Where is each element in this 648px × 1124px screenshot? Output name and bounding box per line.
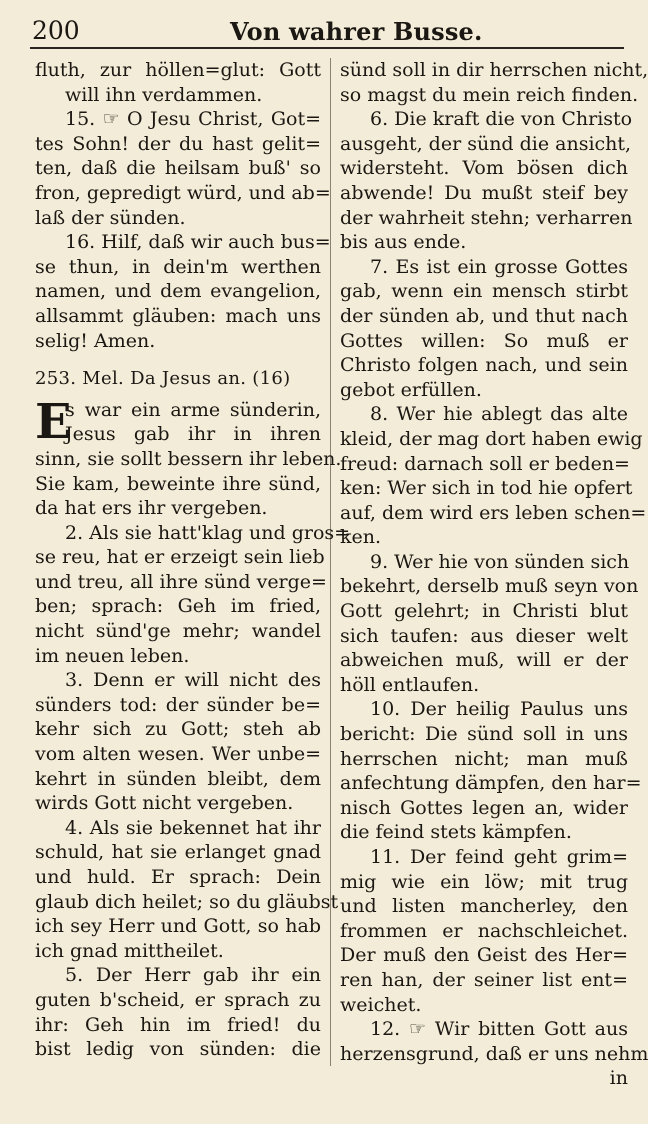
text-line: namen, und dem evangelion, xyxy=(35,280,321,303)
text-line: 10. Der heilig Paulus uns xyxy=(370,698,628,721)
text-line: s war ein arme sünderin, xyxy=(65,398,321,421)
text-line: und huld. Er sprach: Dein xyxy=(35,866,321,888)
right-column xyxy=(340,58,648,1091)
text-line: 11. Der feind geht grim= xyxy=(370,846,628,868)
text-line: die feind stets kämpfen. xyxy=(340,821,572,844)
text-line: ich sey Herr und Gott, so hab xyxy=(35,915,321,938)
text-line: fluth, zur höllen=glut: Gott xyxy=(35,59,321,81)
column-divider xyxy=(330,58,331,1066)
running-head: Von wahrer Busse. xyxy=(230,17,483,46)
text-line: Jesus gab ihr in ihren xyxy=(65,423,321,446)
text-line: 12. ☞ Wir bitten Gott aus xyxy=(370,1018,628,1041)
text-line: ihr: Geh hin im fried! du xyxy=(35,1013,321,1036)
text-line: bekehrt, derselb muß seyn von xyxy=(340,575,639,598)
text-line: mig wie ein löw; mit trug xyxy=(340,870,628,893)
text-line: ausgeht, der sünd die ansicht, xyxy=(340,132,632,155)
text-line: bericht: Die sünd soll in uns xyxy=(340,723,628,746)
text-line: ken: Wer sich in tod hie opfert xyxy=(340,477,633,500)
text-line: kehr sich zu Gott; steh ab xyxy=(35,718,321,741)
text-line: da hat ers ihr vergeben. xyxy=(35,497,268,520)
text-line: se thun, in dein'm werthen xyxy=(35,255,321,278)
text-line: 16. Hilf, daß wir auch bus= xyxy=(65,231,331,254)
text-line: gebot erfüllen. xyxy=(340,378,482,401)
hymn-heading: 253. Mel. Da Jesus an. (16) xyxy=(35,368,291,390)
text-line: nisch Gottes legen an, wider xyxy=(340,796,628,819)
text-line: der wahrheit stehn; verharren xyxy=(340,206,633,229)
text-line: bist ledig von sünden: die xyxy=(35,1038,321,1061)
text-line: der sünden ab, und thut nach xyxy=(340,304,628,327)
text-line: fron, gepredigt würd, und ab= xyxy=(35,181,331,204)
text-line: tes Sohn! der du hast gelit= xyxy=(35,132,321,155)
text-line: kleid, der mag dort haben ewig xyxy=(340,427,643,450)
text-line: nicht sünd'ge mehr; wandel xyxy=(35,620,321,643)
text-line: sich taufen: aus dieser welt xyxy=(340,624,628,647)
text-line: wirds Gott nicht vergeben. xyxy=(35,792,294,815)
text-line: herzensgrund, daß er uns nehm xyxy=(340,1042,648,1065)
text-line: 5. Der Herr gab ihr ein xyxy=(65,964,321,987)
text-line: ten, daß die heilsam buß' so xyxy=(35,157,321,180)
text-line: sünders tod: der sünder be= xyxy=(35,693,321,716)
text-line: selig! Amen. xyxy=(35,329,156,352)
text-line: Sie kam, beweinte ihre sünd, xyxy=(35,472,321,495)
page-header xyxy=(0,10,640,50)
text-line: sünd soll in dir herrschen nicht, xyxy=(340,59,648,81)
text-line: weichet. xyxy=(340,993,422,1016)
text-line: höll entlaufen. xyxy=(340,673,480,696)
text-line: Christo folgen nach, und sein xyxy=(340,354,628,377)
text-line: guten b'scheid, er sprach zu xyxy=(35,988,321,1011)
text-line: im neuen leben. xyxy=(35,644,190,667)
text-line: 4. Als sie bekennet hat ihr xyxy=(65,816,321,839)
stanza-block-end-of-previous-hymn xyxy=(35,58,331,353)
text-line: freud: darnach soll er beden= xyxy=(340,452,630,475)
text-line: 8. Wer hie ablegt das alte xyxy=(370,403,628,426)
text-line: Der muß den Geist des Her= xyxy=(340,944,628,967)
text-line: abwende! Du mußt steif bey xyxy=(340,181,628,204)
text-line: so magst du mein reich finden. xyxy=(340,83,639,106)
text-line: ben; sprach: Geh im fried, xyxy=(35,595,321,618)
text-line: vom alten wesen. Wer unbe= xyxy=(35,743,321,766)
text-line: kehrt in sünden bleibt, dem xyxy=(35,767,321,790)
text-line: 3. Denn er will nicht des xyxy=(65,669,321,692)
text-line: frommen er nachschleichet. xyxy=(340,919,628,942)
catchword: in xyxy=(609,1067,628,1090)
text-line: gab, wenn ein mensch stirbt xyxy=(340,280,628,303)
page-number: 200 xyxy=(32,16,80,45)
text-line: ren han, der seiner list ent= xyxy=(340,968,628,991)
text-line: herrschen nicht; man muß xyxy=(340,747,628,770)
text-line: anfechtung dämpfen, den har= xyxy=(340,772,642,795)
text-line: se reu, hat er erzeigt sein lieb xyxy=(35,546,325,569)
left-column xyxy=(35,58,351,1062)
text-line: bis aus ende. xyxy=(340,231,467,254)
text-line: allsammt gläuben: mach uns xyxy=(35,304,321,327)
text-line: ich gnad mittheilet. xyxy=(35,939,224,962)
text-line: abweichen muß, will er der xyxy=(340,649,628,672)
text-line: und treu, all ihre sünd verge= xyxy=(35,570,327,593)
text-line: 7. Es ist ein grosse Gottes xyxy=(370,255,628,278)
text-line: sinn, sie sollt bessern ihr leben. xyxy=(35,447,342,470)
header-rule xyxy=(30,47,624,49)
text-line: laß der sünden. xyxy=(35,206,186,229)
text-line: 15. ☞ O Jesu Christ, Got= xyxy=(65,108,321,131)
text-line: Gott gelehrt; in Christi blut xyxy=(340,600,628,623)
text-line: will ihn verdammen. xyxy=(65,83,263,106)
text-line: und listen mancherley, den xyxy=(340,895,628,918)
text-line: ken. xyxy=(340,526,382,549)
text-line: 2. Als sie hatt'klag und gros= xyxy=(65,521,351,544)
text-line: widersteht. Vom bösen dich xyxy=(340,157,628,180)
drop-initial: E xyxy=(35,393,72,450)
text-line: auf, dem wird ers leben schen= xyxy=(340,501,647,524)
hymn-253 xyxy=(35,393,351,1062)
text-line: 9. Wer hie von sünden sich xyxy=(370,550,630,573)
text-line: schuld, hat sie erlanget gnad xyxy=(35,841,321,864)
text-line: glaub dich heilet; so du gläubst xyxy=(35,890,339,913)
text-line: Gottes willen: So muß er xyxy=(340,329,628,352)
text-line: 6. Die kraft die von Christo xyxy=(370,108,633,131)
